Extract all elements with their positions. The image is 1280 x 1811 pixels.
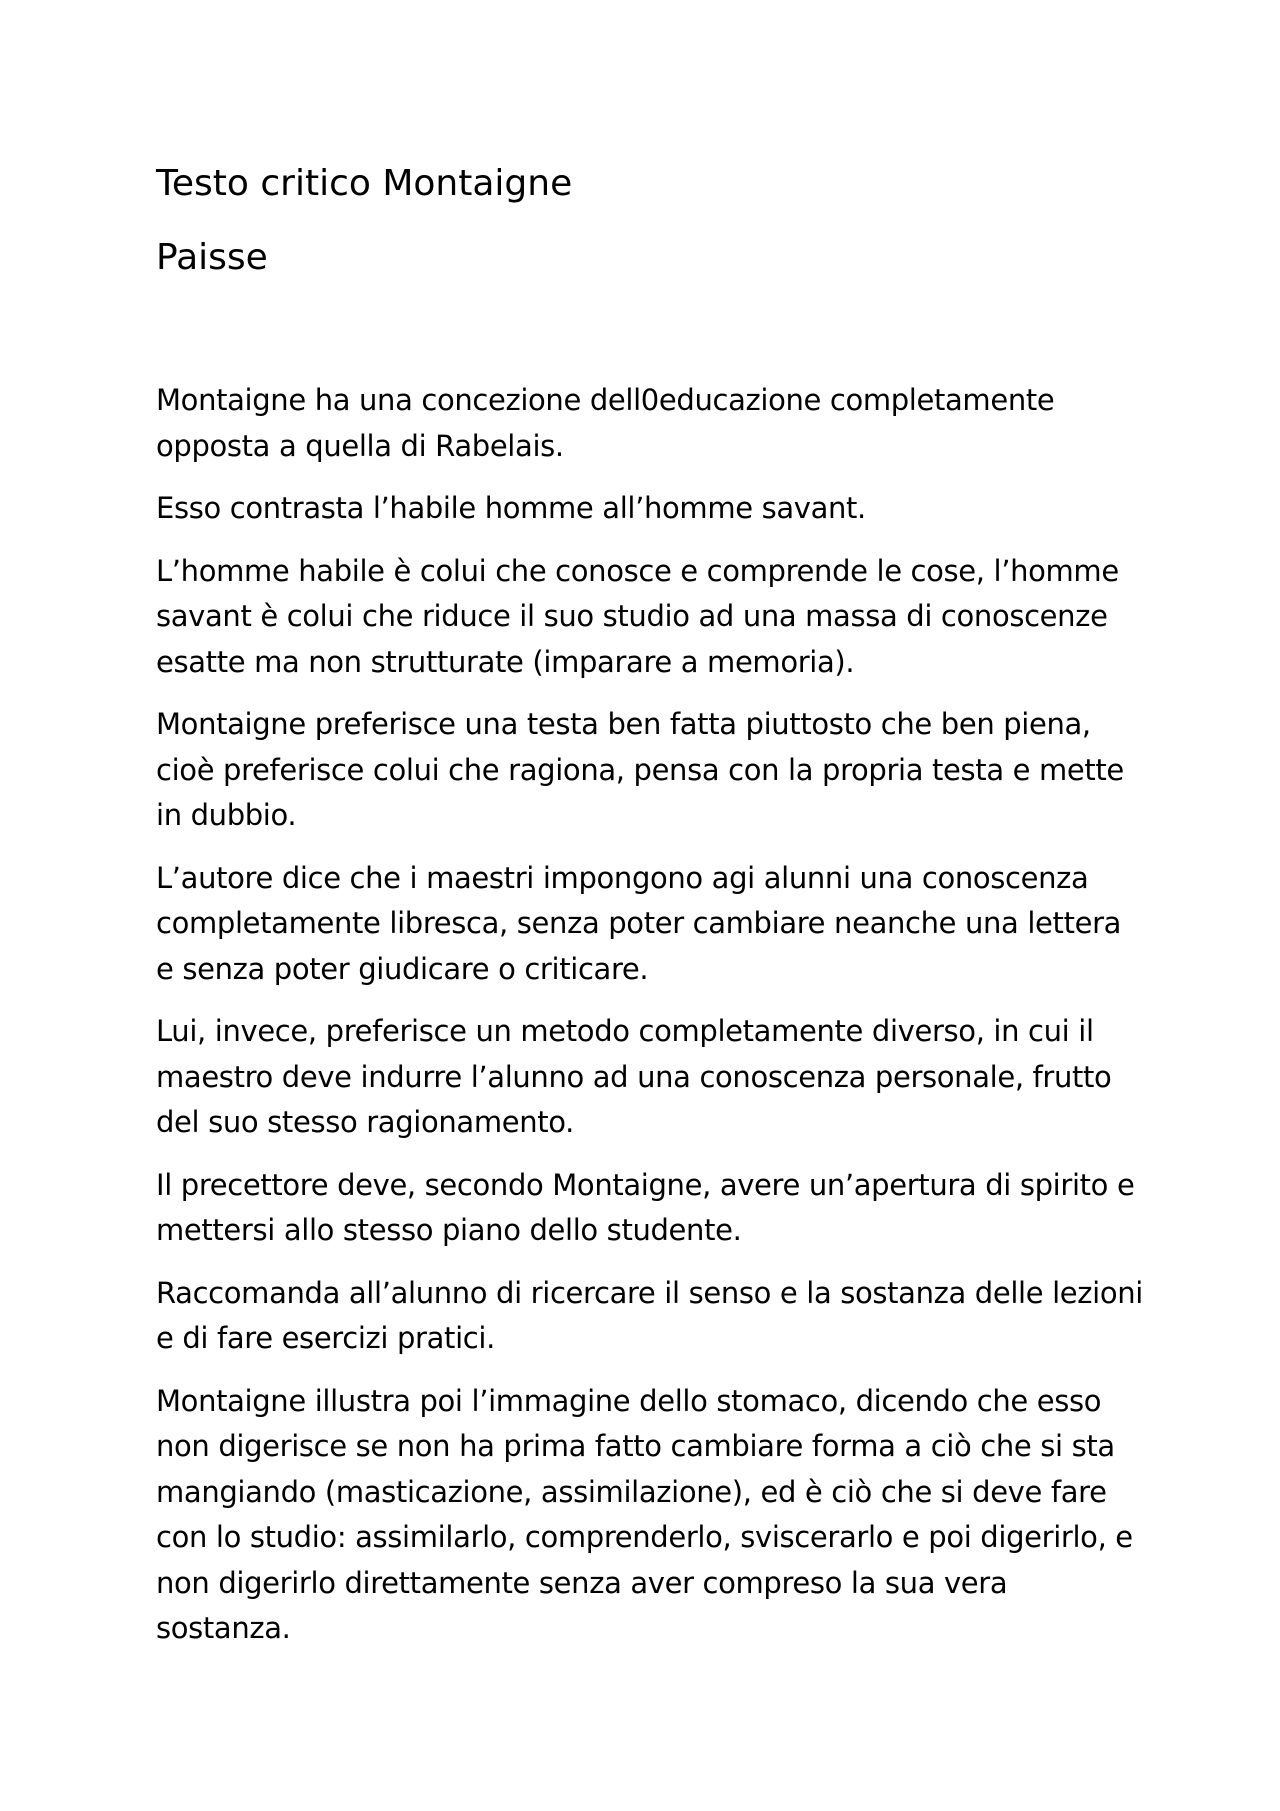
paragraph-9: Montaigne illustra poi l’immagine dello stomaco, dicendo che esso non digerisce se non ha prima fatto cambiare forma a ciò che si sta mangiando (masticazione, assimilazione), ed è ciò che si deve fare con lo studio: assimilarlo, comprenderlo, sviscerarlo e poi digerirlo, e non digerirlo direttamente senza aver compreso la sua vera sostanza. xyxy=(156,1383,1133,1645)
paragraph-4: Montaigne preferisce una testa ben fatta piuttosto che ben piena, cioè preferisce colui che ragiona, pensa con la propria testa e mette in dubbio. xyxy=(156,707,1124,832)
document-subtitle: Paisse xyxy=(156,237,268,278)
document-body xyxy=(156,378,1146,1669)
paragraph-1: Montaigne ha una concezione dell0educazione completamente opposta a quella di Rabelais. xyxy=(156,383,1055,463)
paragraph-5: L’autore dice che i maestri impongono agi alunni una conoscenza completamente libresca, senza poter cambiare neanche una lettera e senza poter giudicare o criticare. xyxy=(156,860,1122,986)
paragraph-3: L’homme habile è colui che conosce e comprende le cose, l’homme savant è colui che riduce il suo studio ad una massa di conoscenze esatte ma non strutturate (imparare a memoria). xyxy=(156,553,1119,679)
paragraph-2: Esso contrasta l’habile homme all’homme savant. xyxy=(156,491,866,525)
document-title: Testo critico Montaigne xyxy=(156,163,573,204)
paragraph-7: Il precettore deve, secondo Montaigne, avere un’apertura di spirito e mettersi allo stesso piano dello studente. xyxy=(156,1167,1135,1247)
paragraph-8: Raccomanda all’alunno di ricercare il senso e la sostanza delle lezioni e di fare esercizi pratici. xyxy=(156,1275,1144,1355)
paragraph-6: Lui, invece, preferisce un metodo completamente diverso, in cui il maestro deve indurre l’alunno ad una conoscenza personale, frutto del suo stesso ragionamento. xyxy=(156,1014,1112,1139)
